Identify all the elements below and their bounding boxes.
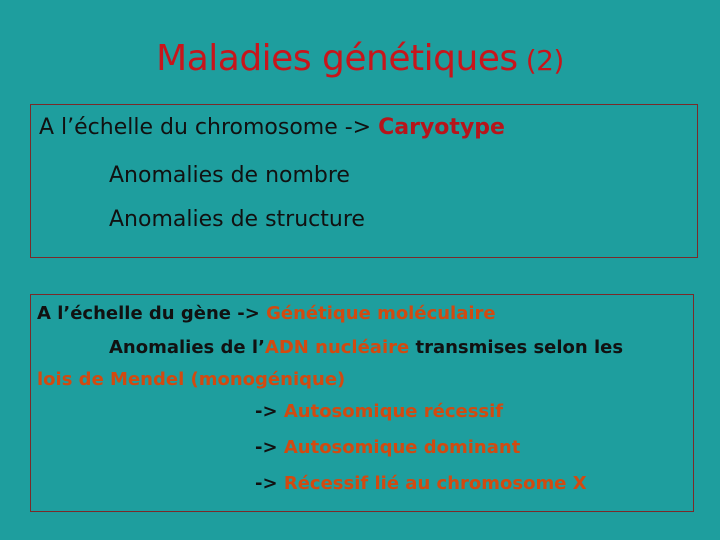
- molecular-genetics-label: Génétique moléculaire: [266, 303, 496, 324]
- mode-x-linked-label: Récessif lié au chromosome X: [283, 473, 587, 494]
- chromosome-box: [30, 104, 698, 258]
- dna-line-suffix: transmises selon les: [415, 337, 624, 358]
- gene-heading-prefix: A l’échelle du gène ->: [37, 303, 260, 324]
- chromosome-heading-prefix: A l’échelle du chromosome ->: [39, 115, 372, 140]
- mode-x-linked: [255, 473, 587, 494]
- nuclear-dna-label: ADN nucléaire: [264, 337, 410, 358]
- anomaly-number-item: Anomalies de nombre: [109, 163, 350, 188]
- mode-recessive: [255, 401, 503, 422]
- dna-line: [109, 337, 623, 358]
- gene-heading: [37, 303, 496, 324]
- dna-line-prefix: Anomalies de l’: [109, 337, 265, 358]
- arrow: ->: [255, 437, 278, 458]
- title-main: Maladies génétiques: [156, 38, 518, 79]
- mode-recessive-label: Autosomique récessif: [283, 401, 504, 422]
- anomaly-structure-item: Anomalies de structure: [109, 207, 365, 232]
- mode-dominant: [255, 437, 520, 458]
- slide-title: [0, 38, 720, 79]
- mode-dominant-label: Autosomique dominant: [283, 437, 521, 458]
- caryotype-label: Caryotype: [378, 115, 505, 140]
- title-number: (2): [525, 44, 564, 77]
- arrow: ->: [255, 473, 278, 494]
- chromosome-heading: [39, 115, 505, 140]
- gene-box: [30, 294, 694, 512]
- mendel-line: lois de Mendel (monogénique): [37, 369, 346, 390]
- arrow: ->: [255, 401, 278, 422]
